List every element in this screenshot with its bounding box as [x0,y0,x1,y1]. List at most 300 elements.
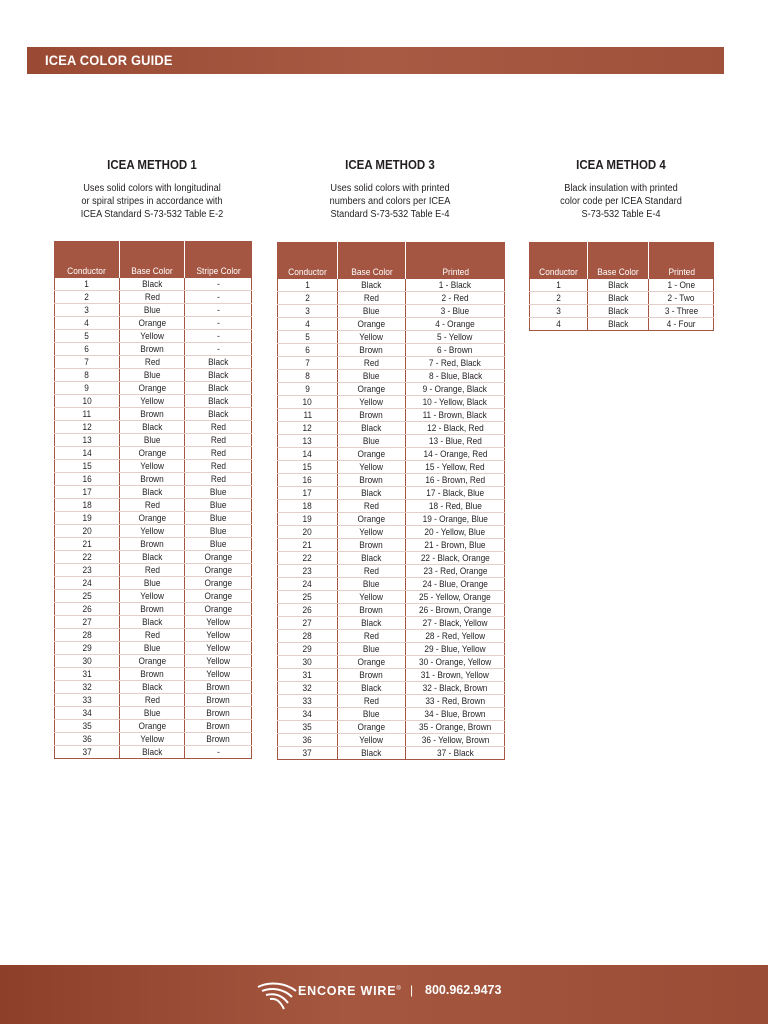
table-cell [337,487,406,500]
table-cell [185,577,252,590]
table-cell [119,707,185,720]
column-header-label: Conductor [539,267,578,277]
table-cell [185,564,252,577]
cell-value: Black [208,409,229,419]
table-row [55,369,252,382]
column-header [649,242,714,279]
column-header [55,241,120,278]
cell-value: Blue [363,644,380,654]
cell-value: Blue [143,708,161,718]
table-cell [185,434,252,447]
table-row [278,630,505,643]
table-row [530,279,714,292]
cell-value: 7 - Red, Black [429,358,482,368]
table-row [55,382,252,395]
cell-value: Orange [204,591,232,601]
table-cell [278,721,338,734]
cell-value: - [216,279,220,289]
cell-value: 25 [302,592,312,602]
table-row [278,448,505,461]
table-cell [649,279,714,292]
table-cell [119,746,185,759]
cell-value: 17 [82,487,92,497]
table-cell [278,695,338,708]
table-cell [55,694,120,707]
cell-value: Red [144,500,160,510]
cell-value: Yellow [359,462,384,472]
table-cell [406,370,505,383]
cell-value: 18 [302,501,312,511]
cell-value: Blue [143,643,161,653]
cell-value: Black [607,319,629,329]
cell-value: 33 - Red, Brown [425,696,486,706]
table-cell [337,318,406,331]
table-cell [649,305,714,318]
table-cell [406,383,505,396]
table-cell [185,512,252,525]
cell-value: 13 [82,435,92,445]
cell-value: - [216,318,220,328]
table-cell [337,370,406,383]
table-cell [406,747,505,760]
table-cell [406,474,505,487]
table-row [55,707,252,720]
cell-value: 35 [82,721,92,731]
cell-value: Brown [140,409,164,419]
method4-desc-line: color code per ICEA Standard [560,196,682,207]
table-row [55,629,252,642]
table-cell [278,331,338,344]
cell-value: 10 - Yellow, Black [422,397,488,407]
cell-value: 35 [302,722,312,732]
cell-value: 4 [556,319,561,329]
cell-value: Orange [204,552,232,562]
table-row [55,330,252,343]
cell-value: Black [208,370,229,380]
column-header [119,241,185,278]
table-cell [55,564,120,577]
table-cell [278,487,338,500]
cell-value: Orange [138,721,166,731]
table-cell [185,668,252,681]
table-row [278,604,505,617]
table-cell [119,317,185,330]
cell-value: 15 - Yellow, Red [425,462,485,472]
table-row [278,552,505,565]
table-cell [278,747,338,760]
table-cell [337,552,406,565]
table-cell [337,526,406,539]
cell-value: Blue [363,371,380,381]
table-cell [406,461,505,474]
column-header-label: Printed [668,267,695,277]
cell-value: Yellow [206,656,230,666]
table-cell [337,747,406,760]
table-cell [278,617,338,630]
column-header-label: Base Color [597,267,639,277]
cell-value: Red [144,357,160,367]
method3-desc-line: Uses solid colors with printed [330,183,450,194]
table-cell [278,435,338,448]
table-cell [185,421,252,434]
cell-value: 19 [302,514,312,524]
table-cell [55,421,120,434]
cell-value: 21 [302,540,312,550]
cell-value: Brown [206,682,230,692]
cell-value: 5 [305,332,310,342]
table-cell [55,577,120,590]
cell-value: 34 [82,708,92,718]
cell-value: 17 [302,488,312,498]
table-cell [278,279,338,292]
table-cell [185,720,252,733]
method1-desc-line: ICEA Standard S-73-532 Table E-2 [80,209,224,220]
cell-value: 22 [302,553,312,563]
cell-value: 28 - Red, Yellow [425,631,486,641]
cell-value: 2 [556,293,561,303]
cell-value: Blue [143,370,161,380]
table-row [278,656,505,669]
table-row [55,694,252,707]
brand-name: ENCORE WIRE [298,984,397,998]
cell-value: 15 [82,461,92,471]
table-cell [406,656,505,669]
table-cell [278,682,338,695]
table-cell [55,369,120,382]
cell-value: Red [210,422,226,432]
table-row [55,356,252,369]
table-cell [119,616,185,629]
table-row [278,487,505,500]
cell-value: 6 [305,345,310,355]
cell-value: Orange [138,383,166,393]
cell-value: Black [141,422,163,432]
cell-value: Black [361,683,382,693]
table-cell [337,435,406,448]
table-row [278,409,505,422]
table-cell [406,552,505,565]
table-row [55,460,252,473]
cell-value: 25 [82,591,92,601]
table-cell [119,278,185,291]
cell-value: 15 [302,462,312,472]
cell-value: 10 [82,396,92,406]
cell-value: Brown [140,344,164,354]
table-cell [337,396,406,409]
table-cell [185,447,252,460]
table-cell [119,473,185,486]
table-cell [119,564,185,577]
table-cell [278,565,338,578]
table-cell [406,695,505,708]
table-cell [55,655,120,668]
cell-value: 12 [82,422,92,432]
cell-value: 20 [82,526,92,536]
table-cell [55,603,120,616]
cell-value: Brown [206,695,230,705]
cell-value: 10 [302,397,312,407]
table-row [530,292,714,305]
cell-value: Red [363,501,380,511]
table-cell [278,669,338,682]
cell-value: Yellow [359,592,384,602]
table-cell [119,330,185,343]
table-cell [406,396,505,409]
table-cell [185,304,252,317]
cell-value: 3 [556,306,561,316]
cell-value: Black [208,357,229,367]
table-cell [406,344,505,357]
cell-value: 32 [302,683,312,693]
cell-value: Yellow [140,734,164,744]
table-cell [337,500,406,513]
cell-value: 28 [302,631,312,641]
cell-value: 26 [302,605,312,615]
table-cell [649,318,714,331]
cell-value: Orange [138,656,166,666]
table-cell [337,708,406,721]
method3-desc-line: numbers and colors per ICEA [329,196,451,207]
cell-value: Yellow [359,332,384,342]
table-row [278,422,505,435]
cell-value: Brown [359,670,384,680]
cell-value: Brown [140,539,164,549]
table-cell [530,279,588,292]
cell-value: 16 - Brown, Red [425,475,486,485]
table-cell [278,500,338,513]
cell-value: 23 [302,566,312,576]
table-cell [185,460,252,473]
table-cell [278,292,338,305]
table-cell [185,551,252,564]
column-header [278,242,338,279]
cell-value: Blue [209,526,227,536]
cell-value: 3 [305,306,310,316]
cell-value: 13 [302,436,312,446]
cell-value: 3 - Blue [440,306,470,316]
table-row [55,577,252,590]
method3-title: ICEA METHOD 3 [345,158,435,172]
table-row [55,525,252,538]
table-cell [278,383,338,396]
column-header [530,242,588,279]
table-row [55,655,252,668]
table-cell [406,565,505,578]
cell-value: 11 - Brown, Black [423,410,488,420]
cell-value: Orange [138,513,166,523]
table-row [278,513,505,526]
cell-value: Orange [357,514,386,524]
table-row [278,526,505,539]
table-row [55,304,252,317]
cell-value: Red [210,448,226,458]
cell-value: 16 [302,475,312,485]
column-header-label: Conductor [67,266,107,276]
cell-value: Black [361,618,382,628]
cell-value: Black [607,293,629,303]
table-cell [185,395,252,408]
cell-value: Blue [143,435,161,445]
table-cell [119,408,185,421]
method3-intro [276,158,504,221]
table-cell [337,656,406,669]
cell-value: Brown [359,475,384,485]
cell-value: 22 [82,552,92,562]
table-cell [278,656,338,669]
cell-value: Yellow [206,669,230,679]
table-cell [55,330,120,343]
table-cell [337,682,406,695]
cell-value: 20 - Yellow, Blue [424,527,486,537]
table-cell [185,590,252,603]
cell-value: Brown [140,604,164,614]
cell-value: Yellow [140,526,164,536]
table-cell [55,499,120,512]
cell-value: 19 - Orange, Blue [422,514,488,524]
table-cell [406,279,505,292]
table-row [55,512,252,525]
table-cell [278,461,338,474]
cell-value: - [216,331,220,341]
table-cell [337,331,406,344]
cell-value: 17 - Black, Blue [426,488,485,498]
cell-value: Black [208,383,229,393]
table-cell [587,292,649,305]
table-cell [337,643,406,656]
table-row [55,499,252,512]
table-row [278,500,505,513]
column-header [406,242,505,279]
cell-value: 12 [302,423,312,433]
cell-value: 2 [84,292,90,302]
table-cell [185,330,252,343]
cell-value: 3 [84,305,90,315]
table-cell [55,317,120,330]
table-row [278,292,505,305]
cell-value: 34 [302,709,312,719]
table-cell [55,720,120,733]
table-cell [337,695,406,708]
cell-value: 1 [305,280,310,290]
table-cell [406,617,505,630]
table-cell [406,526,505,539]
cell-value: 6 [84,344,90,354]
table-cell [185,694,252,707]
table-cell [119,577,185,590]
cell-value: 14 [82,448,92,458]
table-cell [185,343,252,356]
table-cell [649,292,714,305]
table-row [278,370,505,383]
table-cell [278,448,338,461]
table-row [278,539,505,552]
table-cell [185,382,252,395]
cell-value: 27 - Black, Yellow [422,618,488,628]
table-cell [406,318,505,331]
table-row [278,643,505,656]
cell-value: Orange [204,565,232,575]
table-cell [278,422,338,435]
table-cell [185,616,252,629]
table-cell [337,630,406,643]
cell-value: 7 [305,358,310,368]
table-cell [337,539,406,552]
cell-value: 36 [82,734,92,744]
table-cell [55,408,120,421]
cell-value: Yellow [206,643,230,653]
table-cell [185,746,252,759]
table-cell [55,681,120,694]
table-cell [406,643,505,656]
table-row [55,538,252,551]
cell-value: 9 - Orange, Black [422,384,488,394]
cell-value: 8 [305,371,310,381]
cell-value: 28 [82,630,92,640]
table-row [278,357,505,370]
table-cell [337,409,406,422]
page-title: ICEA COLOR GUIDE [45,52,173,68]
table-cell [337,383,406,396]
cell-value: Brown [359,605,384,615]
cell-value: Black [361,280,382,290]
table-row [278,591,505,604]
table-row [55,603,252,616]
table-cell [185,291,252,304]
table-cell [55,473,120,486]
table-row [278,565,505,578]
column-header-label: Conductor [288,267,327,277]
table-cell [119,395,185,408]
table-cell [55,590,120,603]
method3-table [277,242,505,760]
cell-value: 33 [82,695,92,705]
table-cell [278,305,338,318]
table-row [278,747,505,760]
column-header-label: Stripe Color [196,266,241,276]
cell-value: Black [141,617,163,627]
cell-value: 18 [82,500,92,510]
cell-value: 30 - Orange, Yellow [419,657,492,667]
table-cell [55,447,120,460]
table-row [278,461,505,474]
method4-table [529,242,714,331]
table-cell [55,343,120,356]
table-cell [119,733,185,746]
table-row [55,733,252,746]
table-cell [119,538,185,551]
table-cell [530,292,588,305]
cell-value: - [216,747,220,757]
table-cell [530,318,588,331]
cell-value: Red [210,474,226,484]
table-cell [278,396,338,409]
cell-value: Blue [209,487,227,497]
cell-value: 5 - Yellow [437,332,473,342]
column-header-label: Base Color [131,266,173,276]
cell-value: 11 [82,409,92,419]
table-row [55,590,252,603]
table-row [55,551,252,564]
cell-value: Black [361,748,382,758]
table-cell [278,357,338,370]
table-cell [337,721,406,734]
table-cell [55,278,120,291]
table-cell [55,356,120,369]
table-cell [337,279,406,292]
cell-value: Orange [138,448,166,458]
cell-value: 1 [84,279,90,289]
cell-value: 37 [82,747,92,757]
